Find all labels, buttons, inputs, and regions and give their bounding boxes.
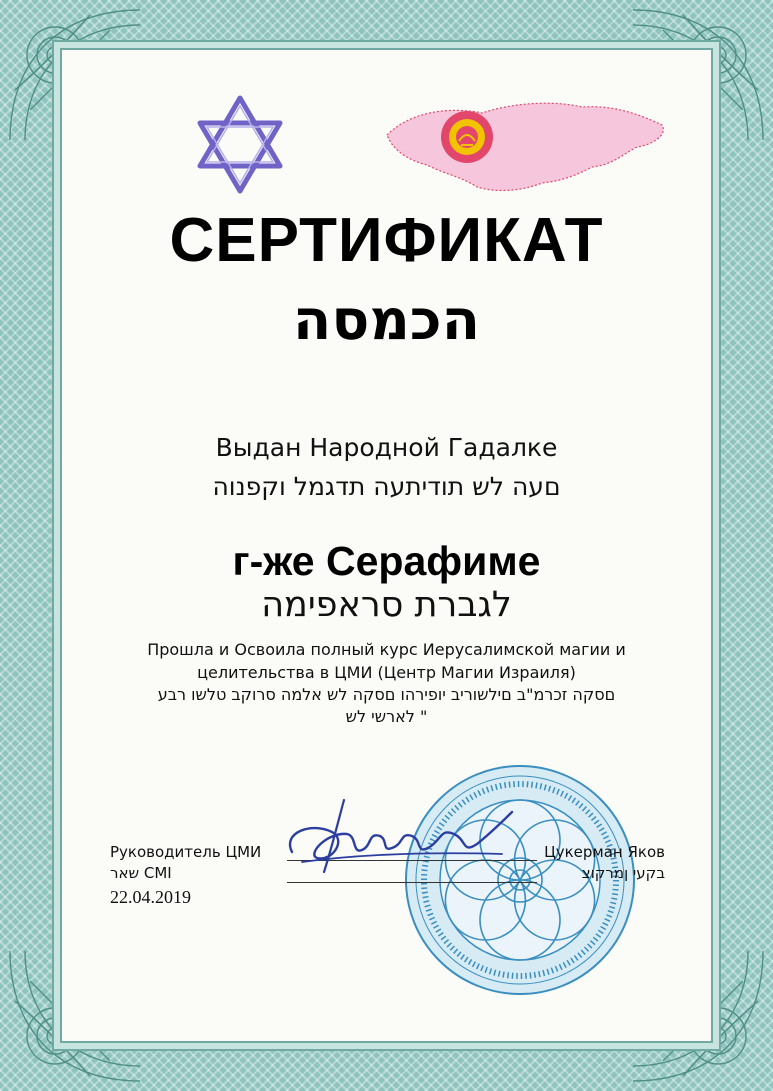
recipient-name-he: לגברת סראפימה	[261, 585, 512, 625]
course-description-ru-line1: Прошла и Освоила полный курс Иерусалимской магии и	[147, 640, 626, 659]
course-description-he-line1: םסקה זכרמ"ב םילשוריב יופירהו םסקה לש אלמה סרוקב טלשו רבע	[157, 685, 616, 704]
signature-line-bottom	[287, 882, 537, 883]
issue-date: 22.04.2019	[110, 887, 191, 907]
course-description-he-line2: " לארשי לש	[345, 707, 428, 726]
director-title-he: שאר CMI	[110, 864, 172, 882]
signatory-name-he: בקעי ןמרקוצ	[581, 864, 665, 882]
issued-to-ru: Выдан Народной Гадалке	[215, 433, 558, 462]
recipient-name-ru: г-же Серафиме	[232, 538, 541, 584]
course-description-he	[100, 684, 673, 728]
star-of-david-icon	[190, 92, 290, 197]
director-title-ru: Руководитель ЦМИ	[110, 843, 262, 861]
signatory-name-ru: Цукерман Яков	[544, 843, 665, 861]
issued-to-he: םעה לש תודיתעה תדגמל וקפנוה	[212, 472, 561, 501]
course-description-ru	[120, 638, 653, 684]
kyrgyzstan-flag-map	[382, 95, 672, 205]
certificate-title-he: הכמסה	[292, 288, 481, 353]
certificate-title-ru: СЕРТИФИКАТ	[169, 206, 604, 275]
course-description-ru-line2: целительства в ЦМИ (Центр Магии Израиля)	[197, 663, 576, 682]
handwritten-signature	[272, 792, 522, 882]
